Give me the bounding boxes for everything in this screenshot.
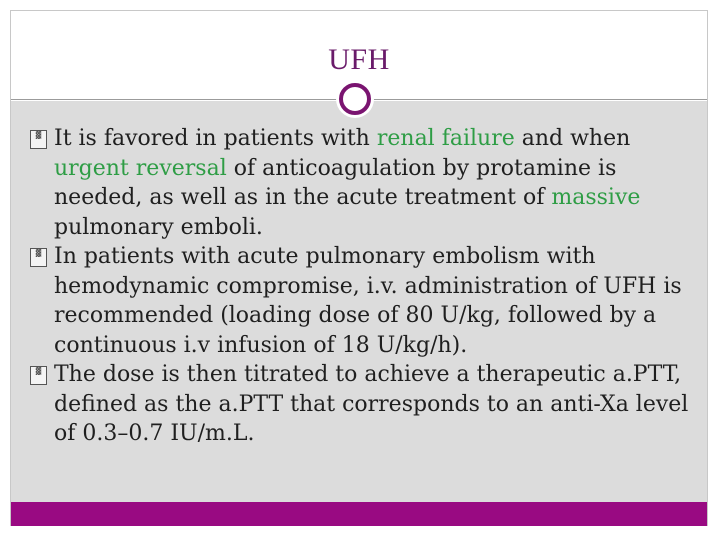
missing-glyph-box-icon: ▓ (30, 130, 47, 149)
bullet-item (34, 242, 694, 360)
missing-glyph-box-icon: ▓ (30, 366, 47, 385)
highlighted-term: urgent reversal (54, 155, 227, 181)
ring-icon (339, 83, 371, 115)
bullet-text: The dose is then titrated to achieve a therapeutic a.PTT, defined as the a.PTT that corresponds to an anti-Xa level of 0.3–0.7 IU/m.L. (54, 362, 689, 446)
bullet-text: and when (514, 126, 631, 151)
bullet-text: pulmonary emboli. (54, 214, 263, 240)
slide-title: UFH (328, 43, 390, 76)
bottom-accent-bar (11, 502, 707, 526)
bullet-item (34, 360, 694, 449)
bullet-item (34, 124, 694, 242)
bullet-text: It is favored in patients with (54, 126, 377, 151)
bullet-list (34, 124, 694, 449)
bullet-text: In patients with acute pulmonary embolism with hemodynamic compromise, i.v. administration of UFH is recommended (loading dose of 80 U/kg, followed by a continuous i.v infusion of 18 U/kg/h). (54, 244, 682, 358)
highlighted-term: massive (551, 185, 641, 210)
bullet-text: of anticoagulation by protamine is needed, as well as in the acute treatment of (54, 155, 617, 210)
highlighted-term: renal failure (376, 126, 515, 151)
missing-glyph-box-icon: ▓ (30, 248, 47, 267)
